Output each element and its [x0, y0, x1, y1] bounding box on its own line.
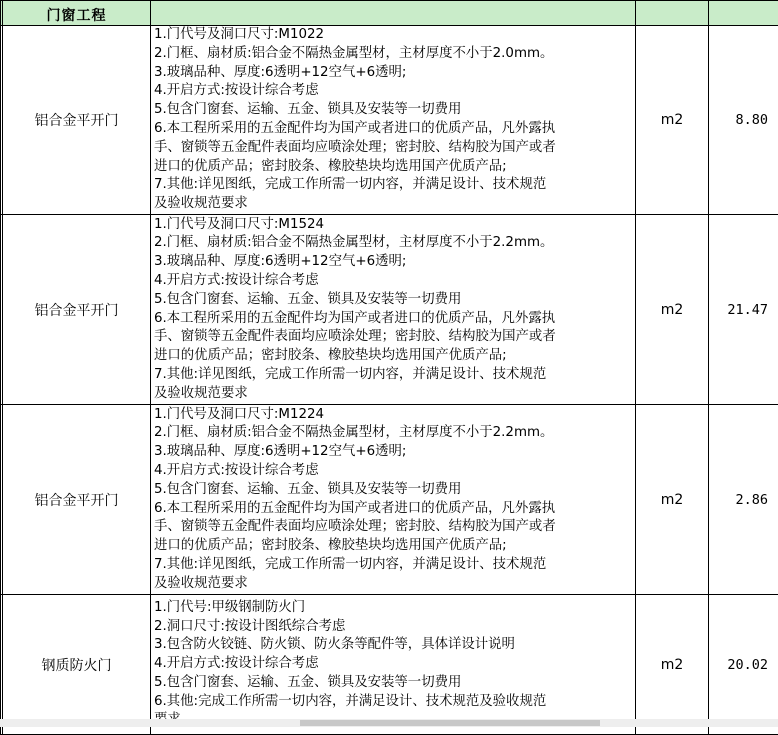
- description-line: 3.玻璃品种、厚度:6透明+12空气+6透明;: [154, 64, 633, 83]
- description-line: 进口的优质产品；密封胶条、橡胶垫块均选用国产优质产品;: [154, 537, 633, 556]
- description-line: 手、窗锁等五金配件表面均应喷涂处理；密封胶、结构胶为国产或者: [154, 518, 633, 537]
- description-line: 进口的优质产品；密封胶条、橡胶垫块均选用国产优质产品;: [154, 158, 633, 177]
- description-line: 7.其他:详见图纸，完成工作所需一切内容，并满足设计、技术规范: [154, 176, 633, 195]
- description-line: 5.包含门窗套、运输、五金、锁具及安装等一切费用: [154, 101, 633, 120]
- description-line: 及验收规范要求: [154, 575, 633, 594]
- table-row: [1, 26, 778, 215]
- cell-blank[interactable]: [151, 1, 636, 26]
- description-line: 2.门框、扇材质:铝合金不隔热金属型材，主材厚度不小于2.2mm。: [154, 234, 633, 253]
- unit-cell[interactable]: m2: [636, 215, 709, 405]
- item-name-cell[interactable]: 铝合金平开门: [3, 26, 151, 215]
- description-line: 7.其他:详见图纸，完成工作所需一切内容，并满足设计、技术规范: [154, 366, 633, 385]
- item-description-cell[interactable]: [151, 26, 636, 215]
- description-line: 6.其他:完成工作所需一切内容，并满足设计、技术规范及验收规范: [154, 693, 633, 712]
- item-description-cell[interactable]: [151, 405, 636, 595]
- description-line: 6.本工程所采用的五金配件均为国产或者进口的优质产品，凡外露执: [154, 310, 633, 329]
- quantity-cell[interactable]: 8.80: [709, 26, 778, 215]
- quantity-cell[interactable]: 21.47: [709, 215, 778, 405]
- description-line: 1.门代号:甲级钢制防火门: [154, 599, 633, 618]
- section-header-row: [1, 1, 778, 26]
- description-line: 3.玻璃品种、厚度:6透明+12空气+6透明;: [154, 253, 633, 272]
- unit-cell[interactable]: m2: [636, 405, 709, 595]
- description-line: 4.开启方式:按设计综合考虑: [154, 272, 633, 291]
- table-row: [1, 215, 778, 405]
- cell-blank[interactable]: [636, 1, 709, 26]
- description-line: 5.包含门窗套、运输、五金、锁具及安装等一切费用: [154, 481, 633, 500]
- item-name-cell[interactable]: 钢质防火门: [3, 595, 151, 735]
- description-line: 进口的优质产品；密封胶条、橡胶垫块均选用国产优质产品;: [154, 347, 633, 366]
- item-description-cell[interactable]: [151, 215, 636, 405]
- description-line: 手、窗锁等五金配件表面均应喷涂处理；密封胶、结构胶为国产或者: [154, 328, 633, 347]
- description-line: 3.包含防火铰链、防火锁、防火条等配件等，具体详设计说明: [154, 636, 633, 655]
- table-row: [1, 595, 778, 735]
- description-line: 及验收规范要求: [154, 385, 633, 404]
- description-line: 及验收规范要求: [154, 195, 633, 214]
- description-line: 1.门代号及洞口尺寸:M1524: [154, 216, 633, 235]
- description-line: 5.包含门窗套、运输、五金、锁具及安装等一切费用: [154, 291, 633, 310]
- description-line: 手、窗锁等五金配件表面均应喷涂处理；密封胶、结构胶为国产或者: [154, 139, 633, 158]
- description-line: 2.门框、扇材质:铝合金不隔热金属型材，主材厚度不小于2.0mm。: [154, 45, 633, 64]
- table-row: [1, 405, 778, 595]
- description-line: 6.本工程所采用的五金配件均为国产或者进口的优质产品，凡外露执: [154, 120, 633, 139]
- description-line: 3.玻璃品种、厚度:6透明+12空气+6透明;: [154, 443, 633, 462]
- description-line: 2.门框、扇材质:铝合金不隔热金属型材，主材厚度不小于2.2mm。: [154, 424, 633, 443]
- description-line: 4.开启方式:按设计综合考虑: [154, 82, 633, 101]
- description-line: 6.本工程所采用的五金配件均为国产或者进口的优质产品，凡外露执: [154, 500, 633, 519]
- quantity-cell[interactable]: 2.86: [709, 405, 778, 595]
- scrollbar-thumb[interactable]: [300, 720, 600, 726]
- description-line: 2.洞口尺寸:按设计图纸综合考虑: [154, 618, 633, 637]
- description-line: 7.其他:详见图纸，完成工作所需一切内容，并满足设计、技术规范: [154, 556, 633, 575]
- item-name-cell[interactable]: 铝合金平开门: [3, 405, 151, 595]
- cell-blank[interactable]: [709, 1, 778, 26]
- description-line: 5.包含门窗套、运输、五金、锁具及安装等一切费用: [154, 674, 633, 693]
- description-line: 4.开启方式:按设计综合考虑: [154, 655, 633, 674]
- horizontal-scrollbar[interactable]: [0, 719, 778, 727]
- quantity-cell[interactable]: 20.02: [709, 595, 778, 735]
- item-description-cell[interactable]: [151, 595, 636, 735]
- item-name-cell[interactable]: 铝合金平开门: [3, 215, 151, 405]
- unit-cell[interactable]: m2: [636, 595, 709, 735]
- section-title[interactable]: 门窗工程: [3, 1, 151, 26]
- description-line: 4.开启方式:按设计综合考虑: [154, 462, 633, 481]
- description-line: 1.门代号及洞口尺寸:M1022: [154, 26, 633, 45]
- unit-cell[interactable]: m2: [636, 26, 709, 215]
- description-line: 1.门代号及洞口尺寸:M1224: [154, 406, 633, 425]
